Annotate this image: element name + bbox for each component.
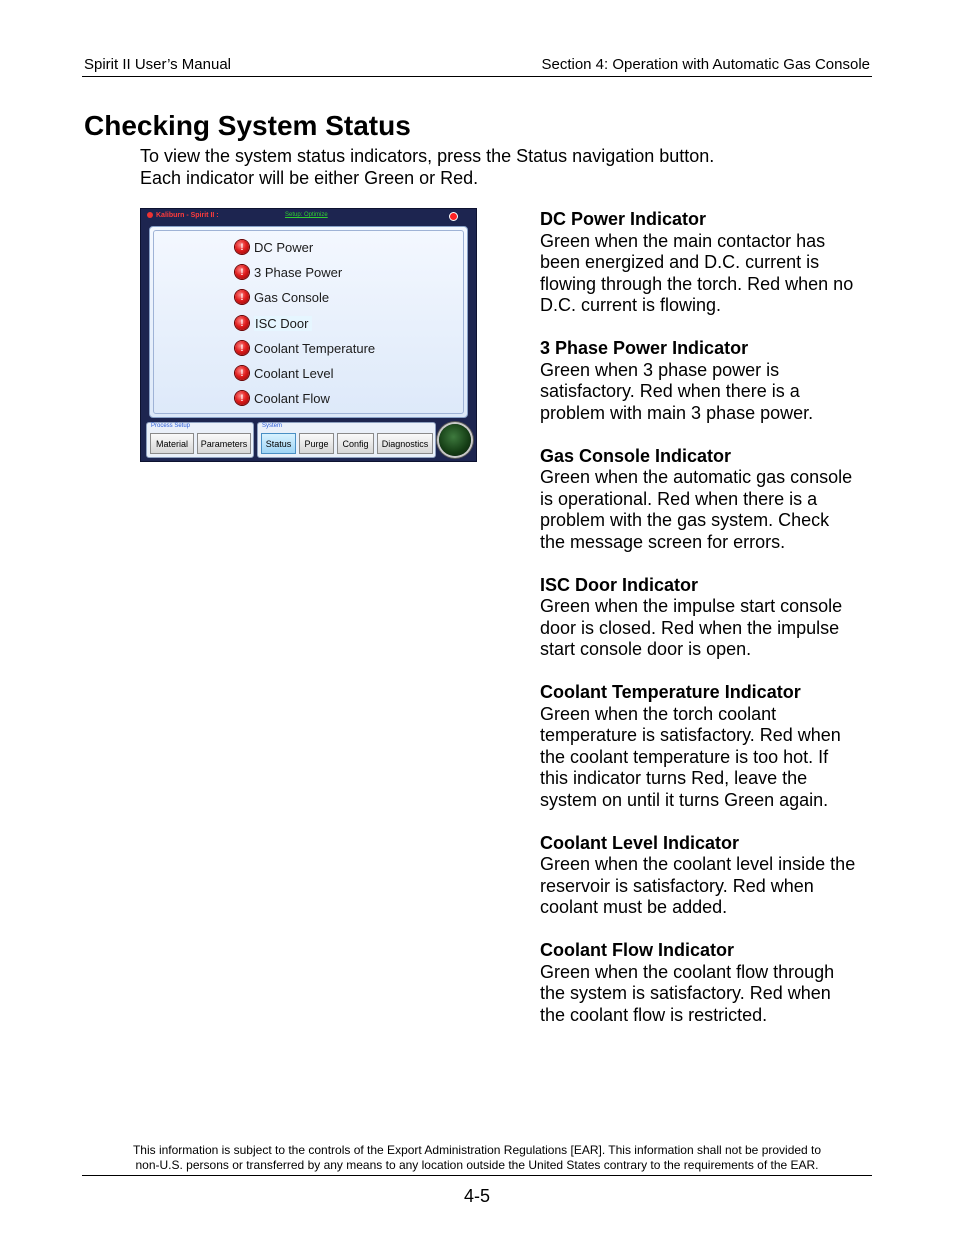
screen-window-title xyxy=(147,212,219,219)
section-coolant-temperature xyxy=(540,682,880,811)
section-heading: ISC Door Indicator xyxy=(540,574,699,595)
text-line: system on until it turns Green again. xyxy=(540,789,829,810)
export-control-notice xyxy=(90,1143,864,1173)
section-heading: Gas Console Indicator xyxy=(540,445,732,466)
indicator-coolant-temperature xyxy=(235,338,375,358)
tab-config[interactable]: Config xyxy=(337,433,374,454)
red-led-icon xyxy=(235,391,249,405)
text-line: D.C. current is flowing. xyxy=(540,295,722,315)
page-number: 4-5 xyxy=(463,1186,490,1206)
text-line: coolant must be added. xyxy=(540,897,728,917)
text-line: satisfactory. Red when there is a xyxy=(540,381,800,401)
indicator-label: DC Power xyxy=(254,239,314,255)
indicator-coolant-flow xyxy=(235,388,330,408)
indicator-label: ISC Door xyxy=(254,316,312,331)
section-heading: Coolant Temperature Indicator xyxy=(540,682,801,702)
intro-line: Each indicator will be either Green or Red. xyxy=(140,168,479,188)
group-label: Process Setup xyxy=(151,423,191,429)
tab-diagnostics[interactable]: Diagnostics xyxy=(377,433,433,454)
indicator-isc-door xyxy=(235,313,312,333)
indicator-coolant-level xyxy=(235,363,334,383)
system-group xyxy=(257,422,436,458)
text-line: temperature is satisfactory. Red when xyxy=(540,725,841,745)
text-line: Green when the impulse start console xyxy=(540,596,843,616)
tab-purge[interactable]: Purge xyxy=(299,433,334,454)
section-heading: 3 Phase Power Indicator xyxy=(540,338,749,358)
section-dc-power xyxy=(540,209,880,317)
tab-status[interactable]: Status xyxy=(261,433,296,454)
setup-link[interactable]: Setup: Optimize xyxy=(285,212,328,218)
text-line: is operational. Red when there is a xyxy=(540,488,818,509)
indicator-label: Gas Console xyxy=(254,289,330,305)
text-line: been energized and D.C. current is xyxy=(540,252,820,272)
intro-line: To view the system status indicators, press the Status navigation button. xyxy=(140,146,715,166)
navigation-bar xyxy=(146,422,436,458)
section-text xyxy=(540,231,880,317)
notice-line: This information is subject to the controls of the Export Administration Regulations [EAR]. This information shall not be provided to xyxy=(132,1143,822,1157)
text-line: start console door is open. xyxy=(540,639,752,659)
page-header-left: Spirit II User’s Manual xyxy=(84,56,231,73)
red-led-icon xyxy=(235,366,249,380)
text-line: the coolant flow is restricted. xyxy=(540,1004,768,1025)
page-title: Checking System Status xyxy=(84,110,411,141)
section-text xyxy=(540,704,880,812)
process-setup-group xyxy=(146,422,254,458)
section-text xyxy=(540,360,880,425)
text-line: Green when the main contactor has xyxy=(540,230,826,251)
section-text xyxy=(540,467,880,553)
text-line: the coolant temperature is too hot. If xyxy=(540,746,829,767)
indicator-3-phase-power xyxy=(235,262,342,282)
indicator-panel xyxy=(149,226,468,418)
section-heading: DC Power Indicator xyxy=(540,209,707,229)
text-line: problem with main 3 phase power. xyxy=(540,402,814,423)
text-line: Green when the coolant level inside the xyxy=(540,854,856,874)
section-text xyxy=(540,962,880,1027)
section-coolant-flow xyxy=(540,940,880,1026)
text-line: Green when the torch coolant xyxy=(540,703,777,724)
page-header-right: Section 4: Operation with Automatic Gas Console xyxy=(541,56,870,73)
text-line: this indicator turns Red, leave the xyxy=(540,768,808,788)
status-screen-screenshot xyxy=(140,208,477,462)
text-line: Green when the automatic gas console xyxy=(540,467,853,487)
red-led-icon xyxy=(235,316,249,330)
section-isc-door xyxy=(540,575,880,661)
indicator-label: Coolant Flow xyxy=(254,390,330,406)
start-button-icon[interactable] xyxy=(439,424,471,456)
text-line: door is closed. Red when the impulse xyxy=(540,617,840,638)
tab-material[interactable]: Material xyxy=(150,433,194,454)
section-text xyxy=(540,596,880,661)
section-coolant-level xyxy=(540,833,880,919)
red-led-icon xyxy=(235,290,249,304)
red-led-icon xyxy=(235,341,249,355)
text-line: Green when the coolant flow through xyxy=(540,961,835,982)
text-line: problem with the gas system. Check xyxy=(540,510,830,530)
notice-line: non-U.S. persons or transferred by any means to any location outside the United States contrary to the requirements of the EAR. xyxy=(135,1158,819,1172)
footer-rule xyxy=(82,1175,872,1176)
red-led-icon xyxy=(235,265,249,279)
window-title-text: Kaliburn - Spirit II : xyxy=(156,212,219,219)
intro-text xyxy=(140,145,714,189)
indicator-descriptions xyxy=(540,209,880,1048)
section-text xyxy=(540,854,880,919)
text-line: flowing through the torch. Red when no xyxy=(540,273,854,294)
app-logo-icon xyxy=(147,212,153,218)
section-heading: Coolant Flow Indicator xyxy=(540,940,734,960)
indicator-label: 3 Phase Power xyxy=(254,264,343,280)
text-line: Green when 3 phase power is xyxy=(540,359,780,380)
tab-parameters[interactable]: Parameters xyxy=(197,433,251,454)
indicator-gas-console xyxy=(235,287,329,307)
section-gas-console xyxy=(540,446,880,554)
alarm-indicator-icon xyxy=(449,212,458,221)
section-3-phase-power xyxy=(540,338,880,424)
indicator-label: Coolant Level xyxy=(254,365,334,381)
header-rule xyxy=(82,76,872,77)
text-line: reservoir is satisfactory. Red when xyxy=(540,875,814,896)
indicator-dc-power xyxy=(235,237,313,257)
text-line: the message screen for errors. xyxy=(540,531,786,552)
section-heading: Coolant Level Indicator xyxy=(540,832,740,853)
red-led-icon xyxy=(235,240,249,254)
text-line: the system is satisfactory. Red when xyxy=(540,983,831,1003)
indicator-label: Coolant Temperature xyxy=(254,340,376,356)
group-label: System xyxy=(262,423,283,429)
